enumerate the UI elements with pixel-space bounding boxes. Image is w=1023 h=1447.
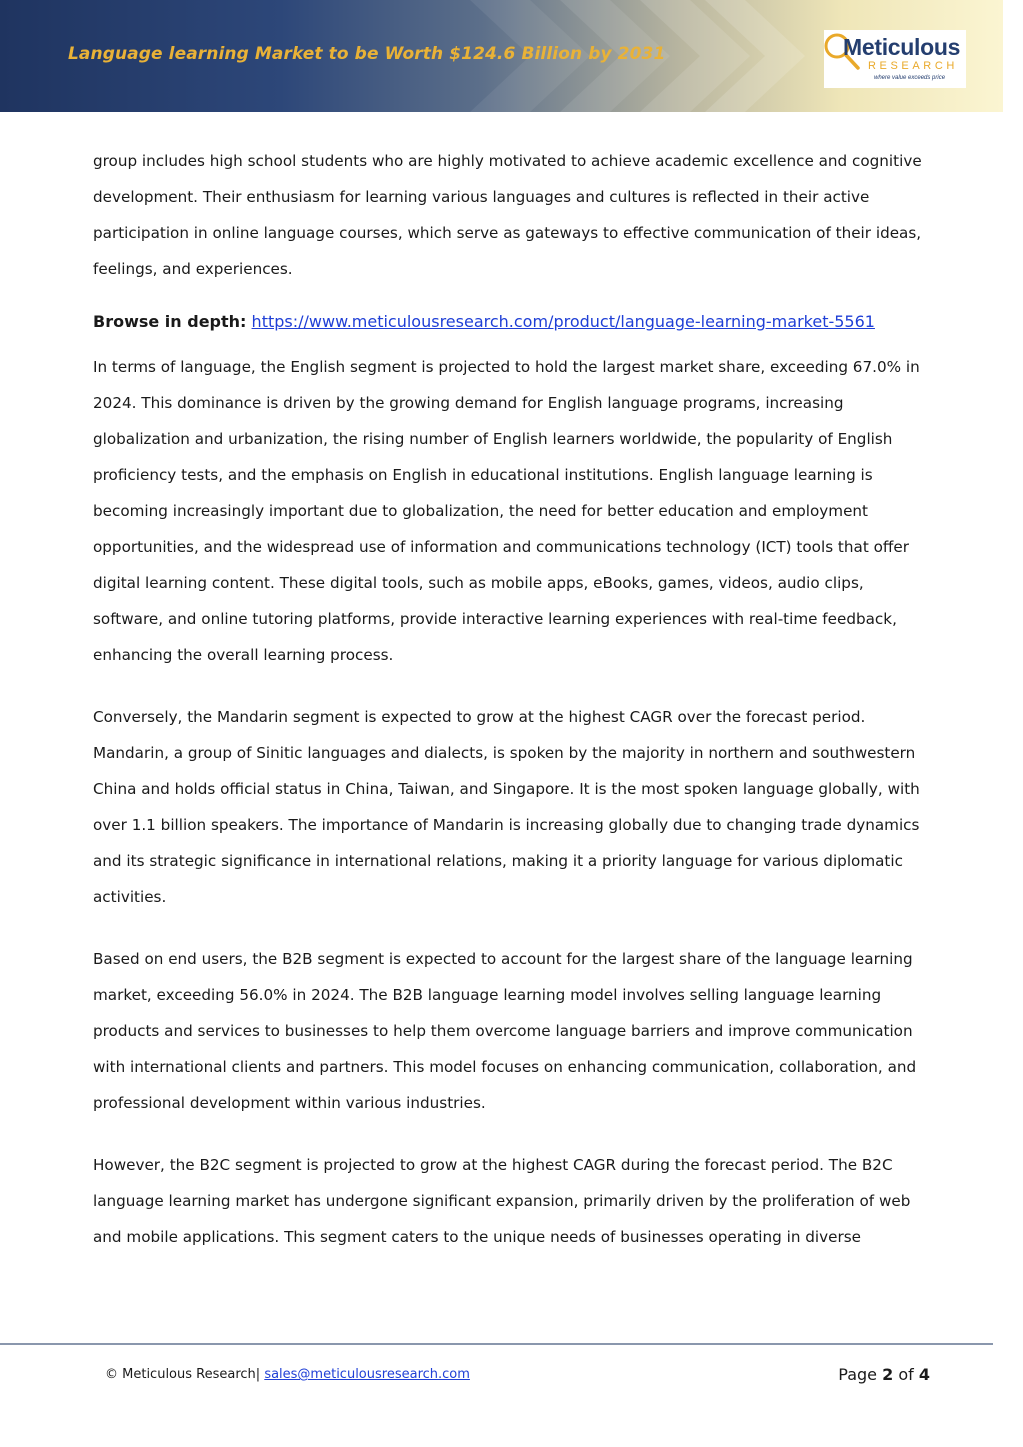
paragraph-english-segment: In terms of language, the English segment is projected to hold the largest market share, exceeding 67.0% in 2024. This dominance is driven by the growing demand for English language programs, increasing globalization and urbanization, the rising number of English learners worldwide, the popularity of English proficiency tests, and the emphasis on English in educational institutions. English language learning is becoming increasingly important due to globalization, the need for better education and employment opportunities, and the widespread use of information and communications technology (ICT) tools that offer digital learning content. These digital tools, such as mobile apps, eBooks, games, videos, audio clips, software, and online tutoring platforms, provide interactive learning experiences with real-time feedback, enhancing the overall learning process. xyxy=(93,358,920,664)
page-total: 4 xyxy=(918,1365,930,1384)
sales-email-link[interactable]: sales@meticulousresearch.com xyxy=(264,1367,470,1382)
browse-label: Browse in depth: xyxy=(93,312,247,331)
meticulous-research-logo xyxy=(824,30,966,88)
page-prefix: Page xyxy=(838,1365,878,1384)
page-current: 2 xyxy=(882,1365,894,1384)
paragraph-audience: group includes high school students who are highly motivated to achieve academic excellence and cognitive development. Their enthusiasm for learning various languages and cultures is reflected in their active participation in online language courses, which serve as gateways to effective communication of their ideas, feelings, and experiences. xyxy=(93,152,922,278)
paragraph-b2c-segment: However, the B2C segment is projected to grow at the highest CAGR during the forecast period. The B2C language learning market has undergone significant expansion, primarily driven by the proliferation of web and mobile applications. This segment caters to the unique needs of businesses operating in diverse xyxy=(93,1156,911,1246)
footer-divider xyxy=(0,1343,993,1345)
document-title: Language learning Market to be Worth $124.6 Billion by 2031 xyxy=(68,44,666,64)
product-page-link[interactable]: https://www.meticulousresearch.com/product/language-learning-market-5561 xyxy=(251,312,875,331)
logo-subtitle: RESEARCH xyxy=(868,60,958,72)
copyright-text: © Meticulous Research| xyxy=(105,1367,261,1382)
paragraph-b2b-segment: Based on end users, the B2B segment is expected to account for the largest share of the language learning market, exceeding 56.0% in 2024. The B2B language learning model involves selling language learning products and services to businesses to help them overcome language barriers and improve communication with international clients and partners. This model focuses on enhancing communication, collaboration, and professional development within various industries. xyxy=(93,950,917,1112)
logo-tagline: where value exceeds price xyxy=(874,75,946,81)
page-of: of xyxy=(898,1365,914,1384)
footer-copyright xyxy=(105,1367,470,1382)
browse-in-depth xyxy=(93,311,935,333)
logo-name: Meticulous xyxy=(843,34,961,60)
paragraph-mandarin-segment: Conversely, the Mandarin segment is expected to grow at the highest CAGR over the forecast period. Mandarin, a group of Sinitic languages and dialects, is spoken by the majority in northern and southwestern China and holds official status in China, Taiwan, and Singapore. It is the most spoken language globally, with over 1.1 billion speakers. The importance of Mandarin is increasing globally due to changing trade dynamics and its strategic significance in international relations, making it a priority language for various diplomatic activities. xyxy=(93,708,920,906)
document-body xyxy=(93,143,935,1255)
page-number xyxy=(838,1365,930,1384)
page-header xyxy=(0,0,1003,112)
